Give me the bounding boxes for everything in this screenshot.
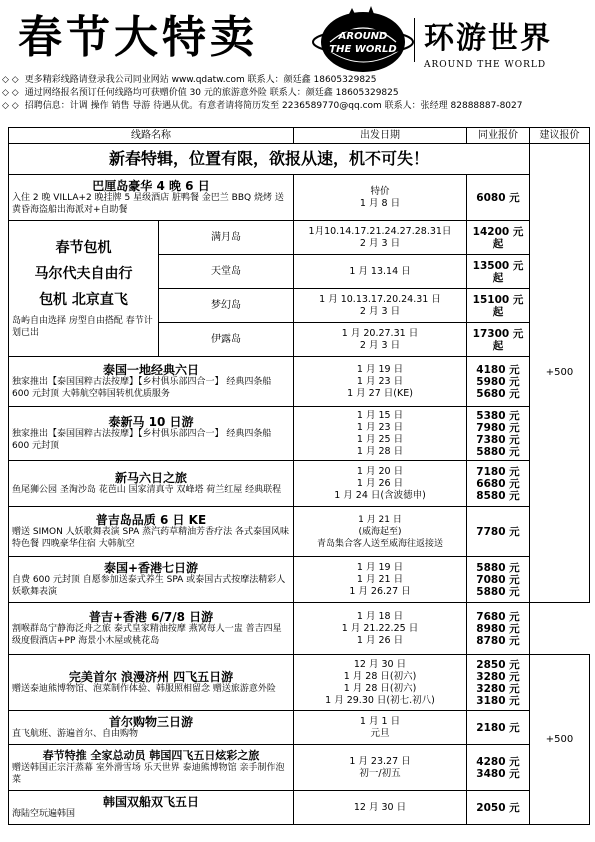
route-title: 包机 北京直飞 — [39, 291, 128, 308]
route-desc: 独家推出【泰国国粹古法按摩】【乡村俱乐部四合一】 经典四条船 600 元封顶 — [12, 428, 272, 451]
route-prices — [467, 603, 530, 655]
route-price: 3180 元 — [476, 694, 520, 707]
route-price: 14200 元起 — [467, 221, 530, 255]
info-text: 更多精彩线路请登录我公司同业网站 www.qdatw.com 联系人：颜廷鑫 18605329825 — [24, 75, 377, 85]
table-header-row — [9, 128, 590, 144]
route-date: 1 月 20.27.31 日 2 月 3 日 — [294, 323, 467, 357]
route-title: 普吉岛品质 6 日 KE — [95, 512, 207, 527]
col-price-header: 同业报价 — [467, 128, 530, 144]
dest-name: 天堂岛 — [159, 255, 294, 289]
route-price: 13500 元起 — [467, 255, 530, 289]
route-desc: 岛屿自由选择 房型自由搭配 春节计划已出 — [12, 315, 153, 338]
route-price: 5880 元 — [476, 585, 520, 598]
route-price: 4280 元 — [476, 755, 520, 768]
route-date: 1月10.14.17.21.24.27.28.31日 2 月 3 日 — [294, 221, 467, 255]
route-title: 泰新马 10 日游 — [108, 414, 194, 429]
route-price: 7080 元 — [476, 573, 520, 586]
diamond-bullet-icon: ◇ ◇ — [2, 88, 19, 98]
route-price: 15100 元起 — [467, 289, 530, 323]
route-date: 1 月 1 日 元旦 — [294, 711, 467, 745]
route-dates — [294, 407, 467, 461]
route-seoul — [9, 711, 294, 745]
route-title: 泰国一地经典六日 — [102, 362, 199, 377]
route-date: 1 月 24 日(含波德申) — [334, 489, 426, 501]
route-date: 1 月 21 日 (威海起至) 青岛集合客人送至威海往返接送 — [294, 507, 467, 557]
suggest-price-2: +500 — [530, 655, 590, 825]
route-prices — [467, 655, 530, 711]
route-title: 韩国双船双飞五日 — [102, 794, 199, 809]
route-xm — [9, 461, 294, 507]
route-date: 1 月 26 日 — [356, 477, 404, 489]
route-price: 4180 元 — [476, 363, 520, 376]
route-date: 1 月 28 日 — [356, 445, 404, 457]
route-price: 7980 元 — [476, 421, 520, 434]
banner: 新春特辑，位置有限，欲报从速，机不可失！ — [9, 144, 530, 175]
route-title: 完美首尔 浪漫济州 四飞五日游 — [68, 669, 234, 684]
info-line-insurance — [0, 87, 595, 100]
route-desc: 赠送 SIMON 人妖歌舞表演 SPA 蒸汽药草精油芳香疗法 各式泰国风味特色餐 四晚豪华住宿 大韩航空 — [12, 526, 289, 549]
route-price: 17300 元起 — [467, 323, 530, 357]
info-line-recruit — [0, 100, 595, 113]
route-date: 12 月 30 日 — [294, 791, 467, 825]
brand-name: 环游世界 — [424, 21, 552, 56]
suggest-price-1: +500 — [530, 144, 590, 603]
route-date: 1 月 21.22.25 日 — [341, 622, 419, 634]
info-line-website — [0, 74, 595, 87]
route-price: 7180 元 — [476, 465, 520, 478]
route-title: 春节包机 — [55, 239, 112, 256]
route-date: 1 月 26.27 日 — [349, 585, 411, 597]
route-price: 3480 元 — [476, 767, 520, 780]
route-date: 1 月 10.13.17.20.24.31 日 2 月 3 日 — [294, 289, 467, 323]
route-phukethk — [9, 603, 294, 655]
dest-name: 梦幻岛 — [159, 289, 294, 323]
route-price: 6080 元 — [467, 175, 530, 221]
route-date: 1 月 25 日 — [356, 433, 404, 445]
route-date: 1 月 18 日 — [356, 610, 404, 622]
route-price: 5980 元 — [476, 375, 520, 388]
route-desc: 独家推出【泰国国粹古法按摩】【乡村俱乐部四合一】 经典四条船 600 元封顶 大韩航空韩国转机优质服务 — [12, 376, 272, 399]
route-boat — [9, 791, 294, 825]
route-prices — [467, 357, 530, 407]
route-desc: 自费 600 元封顶 自愿参加送泰式养生 SPA 或泰国古式按摩法精彩人妖歌舞表演 — [12, 574, 286, 597]
route-title: 普吉+香港 6/7/8 日游 — [88, 609, 214, 624]
route-date: 1 月 29.30 日(初七.初八) — [325, 694, 435, 706]
route-date: 1 月 26 日 — [356, 634, 404, 646]
route-price: 7380 元 — [476, 433, 520, 446]
route-desc: 割喉群岛宁静海泛舟之旅 泰式皇家精油按摩 燕窝每人一盅 普吉四星级度假酒店+PP 海景小木屋或桃花岛 — [12, 623, 282, 646]
route-date: 1 月 27 日(KE) — [347, 387, 413, 399]
svg-text:THE WORLD: THE WORLD — [329, 44, 397, 55]
route-title: 首尔购物三日游 — [108, 714, 193, 729]
route-date: 1 月 23 日 — [356, 375, 404, 387]
route-thai6 — [9, 357, 294, 407]
diamond-bullet-icon: ◇ ◇ — [2, 75, 19, 85]
route-date: 1 月 23.27 日 初一/初五 — [294, 745, 467, 791]
page-title: 春节大特卖 — [18, 12, 258, 63]
dest-name: 满月岛 — [159, 221, 294, 255]
route-dates — [294, 357, 467, 407]
brand-divider — [414, 18, 415, 62]
route-price: 5880 元 — [476, 445, 520, 458]
route-dates — [294, 461, 467, 507]
route-price: 2850 元 — [476, 658, 520, 671]
route-price: 3280 元 — [476, 682, 520, 695]
route-date: 1 月 13.14 日 — [294, 255, 467, 289]
route-price: 8980 元 — [476, 622, 520, 635]
route-spring — [9, 745, 294, 791]
route-price: 8580 元 — [476, 489, 520, 502]
brand-english: AROUND THE WORLD — [424, 60, 547, 70]
col-route-header: 线路名称 — [9, 128, 294, 144]
route-date: 12 月 30 日 — [353, 658, 407, 670]
route-price: 5380 元 — [476, 409, 520, 422]
route-date: 1 月 28 日(初六) — [343, 682, 417, 694]
info-text: 招聘信息：计调 操作 销售 导游 待遇从优。有意者请将简历发至 2236589770@qq.com 联系人：张经理 82888887-8027 — [24, 101, 523, 111]
route-price: 6680 元 — [476, 477, 520, 490]
dest-name: 伊露岛 — [159, 323, 294, 357]
svg-text:AROUND: AROUND — [338, 31, 388, 42]
route-price: 8780 元 — [476, 634, 520, 647]
route-desc: 赠送泰迪熊博物馆、泡菜制作体验、韩服照相留念 赠送旅游意外险 — [12, 683, 276, 694]
route-price: 3280 元 — [476, 670, 520, 683]
diamond-bullet-icon: ◇ ◇ — [2, 101, 19, 111]
route-title: 新马六日之旅 — [114, 470, 187, 485]
route-date: 1 月 15 日 — [356, 409, 404, 421]
route-date: 1 月 21 日 — [356, 573, 404, 585]
route-date: 1 月 19 日 — [356, 561, 404, 573]
route-maldives — [9, 221, 159, 357]
route-desc: 鱼尾狮公园 圣淘沙岛 花芭山 国家清真寺 双峰塔 荷兰红屋 经典联程 — [12, 484, 282, 495]
route-prices — [467, 407, 530, 461]
route-title: 泰国+香港七日游 — [103, 560, 199, 575]
route-dates — [294, 655, 467, 711]
route-price: 2180 元 — [467, 711, 530, 745]
route-desc: 赠送韩国正宗汗蒸幕 室外滑雪场 乐天世界 泰迪熊博物馆 亲手制作泡菜 — [12, 762, 285, 785]
route-desc: 直飞航班、游遍首尔、自由购物 — [12, 728, 139, 739]
route-table — [8, 127, 590, 825]
route-date: 1 月 23 日 — [356, 421, 404, 433]
info-block — [0, 74, 595, 113]
col-suggest-header: 建议报价 — [530, 128, 590, 144]
route-price: 5880 元 — [476, 561, 520, 574]
route-phuket — [9, 507, 294, 557]
route-price: 7780 元 — [467, 507, 530, 557]
route-desc: 海陆空玩遍韩国 — [12, 808, 76, 819]
route-title: 巴厘岛豪华 4 晚 6 日 — [92, 178, 210, 193]
header — [0, 0, 595, 76]
route-tsm — [9, 407, 294, 461]
route-title: 春节特推 全家总动员 韩国四飞五日炫彩之旅 — [42, 748, 260, 762]
col-date-header: 出发日期 — [294, 128, 467, 144]
route-thaihk — [9, 557, 294, 603]
route-prices — [467, 461, 530, 507]
route-dates — [294, 557, 467, 603]
route-bali — [9, 175, 294, 221]
route-prices — [467, 745, 530, 791]
route-date: 1 月 19 日 — [356, 363, 404, 375]
route-dates — [294, 603, 467, 655]
route-date: 1 月 28 日(初六) — [343, 670, 417, 682]
route-korea — [9, 655, 294, 711]
globe-logo-icon — [308, 4, 418, 74]
info-text: 通过网络报名预订任何线路均可获赠价值 30 元的旅游意外险 联系人：颜廷鑫 18605329825 — [24, 88, 399, 98]
route-price: 2050 元 — [467, 791, 530, 825]
route-price: 7680 元 — [476, 610, 520, 623]
route-title: 马尔代夫自由行 — [34, 265, 133, 282]
route-date: 特价 1 月 8 日 — [294, 175, 467, 221]
route-prices — [467, 557, 530, 603]
route-date: 1 月 20 日 — [356, 465, 404, 477]
route-price: 5680 元 — [476, 387, 520, 400]
route-desc: 入住 2 晚 VILLA+2 晚挂牌 5 星级酒店 脏鸭餐 金巴兰 BBQ 烧烤 送黄昏海盗船出海派对+自助餐 — [12, 192, 284, 215]
